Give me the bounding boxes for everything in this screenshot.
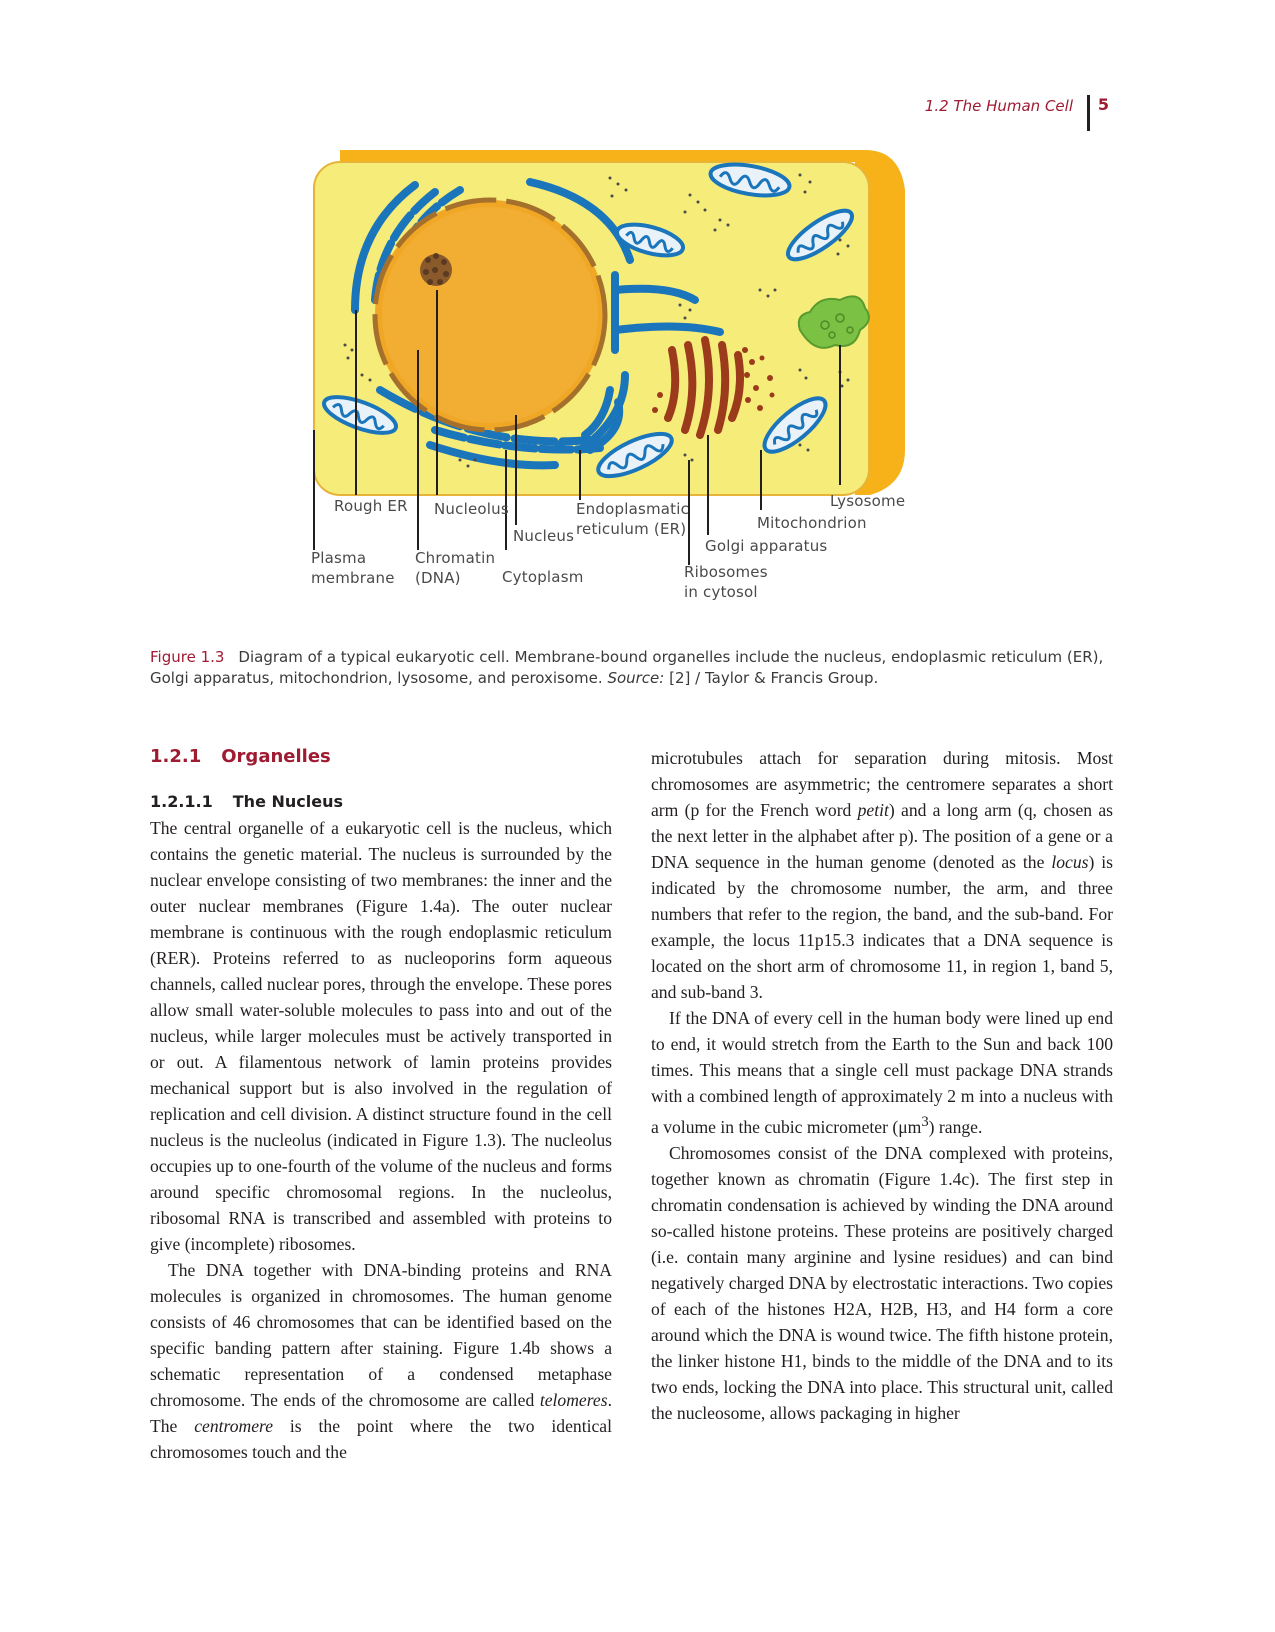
label-chromatin: Chromatin (DNA)	[415, 549, 496, 587]
label-plasma-membrane: Plasma membrane	[311, 549, 395, 587]
subsection-number: 1.2.1.1	[150, 792, 213, 811]
running-header	[924, 95, 1145, 131]
cell-diagram-figure	[300, 150, 980, 640]
figure-caption	[150, 647, 1130, 689]
text-column-right	[651, 745, 1113, 1426]
label-mitochondrion: Mitochondrion	[757, 514, 867, 532]
label-nucleolus: Nucleolus	[434, 500, 509, 518]
subsection-title: The Nucleus	[232, 792, 344, 811]
label-golgi-apparatus: Golgi apparatus	[705, 537, 828, 555]
label-endoplasmic-reticulum: Endoplasmatic reticulum (ER)	[576, 500, 690, 538]
figure-number: Figure 1.3	[150, 648, 225, 666]
page-number: 5	[1097, 95, 1109, 114]
section-number: 1.2.1	[150, 746, 202, 767]
text-column-left	[150, 745, 612, 1465]
label-nucleus: Nucleus	[513, 527, 575, 545]
label-rough-er: Rough ER	[334, 497, 408, 515]
label-ribosomes: Ribosomes in cytosol	[684, 563, 768, 601]
header-divider	[1087, 95, 1090, 131]
caption-source-text: [2] / Taylor & Francis Group.	[669, 669, 879, 687]
paragraph: Chromosomes consist of the DNA complexed with proteins, together known as chromatin (Figure 1.4c). The first step in chromatin condensation is achieved by winding the DNA around so-called histone proteins. These proteins are positively charged (i.e. contain many arginine and lysine residues) and can bind negatively charged DNA by electrostatic interactions. Two copies of each of the histones H2A, H2B, H3, and H4 form a core around which the DNA is wound twice. The fifth histone protein, the linker histone H1, binds to the middle of the DNA and to its two ends, locking the DNA into place. This structural unit, called the nucleosome, allows packaging in higher	[651, 1142, 1113, 1423]
cell-diagram-illustration	[300, 150, 980, 640]
caption-text: Diagram of a typical eukaryotic cell. Membrane-bound organelles include the nucleus, endoplasmic reticulum (ER), Golgi apparatus, mitochondrion, lysosome, and peroxisome.	[150, 648, 1104, 687]
section-heading	[150, 745, 612, 769]
paragraph: The DNA together with DNA-binding proteins and RNA molecules is organized in chromosomes. The human genome consists of 46 chromosomes that can be identified based on the specific banding pattern after staining. Figure 1.4b shows a schematic representation of a condensed metaphase chromosome. The ends of the chromosome are called telomeres. The centromere is the point where the two identical chromosomes touch and the	[150, 1260, 612, 1462]
section-title: Organelles	[221, 746, 331, 767]
running-title: 1.2 The Human Cell	[924, 97, 1073, 115]
paragraph: microtubules attach for separation during mitosis. Most chromosomes are asymmetric; the centromere separates a short arm (p for the French word petit) and a long arm (q, chosen as the next letter in the alphabet after p). The position of a gene or a DNA sequence in the human genome (denoted as the locus) is indicated by the chromosome number, the arm, and three numbers that refer to the region, the band, and the sub-band. For example, the locus 11p15.3 indicates that a DNA sequence is located on the short arm of chromosome 11, in region 1, band 5, and sub-band 3.	[651, 748, 1113, 1002]
paragraph: The central organelle of a eukaryotic cell is the nucleus, which contains the genetic material. The nucleus is surrounded by the nuclear envelope consisting of two membranes: the inner and the outer nuclear membranes (Figure 1.4a). The outer nuclear membrane is continuous with the rough endoplasmic reticulum (RER). Proteins referred to as nucleoporins form aqueous channels, called nuclear pores, through the envelope. These pores allow small water-soluble molecules to pass into and out of the nucleus, while larger molecules must be actively transported in or out. A filamentous network of lamin proteins provides mechanical support but is also involved in the regulation of replication and cell division. A distinct structure found in the cell nucleus is the nucleolus (indicated in Figure 1.3). The nucleolus occupies up to one-fourth of the volume of the nucleus and forms around specific chromosomal regions. In the nucleolus, ribosomal RNA is transcribed and assembled with proteins to give (incomplete) ribosomes.	[150, 818, 612, 1254]
label-lysosome: Lysosome	[830, 492, 906, 510]
subsection-heading	[150, 789, 612, 815]
paragraph: If the DNA of every cell in the human body were lined up end to end, it would stretch from the Earth to the Sun and back 100 times. This means that a single cell must package DNA strands with a combined length of approximately 2 m into a nucleus with a volume in the cubic micrometer $(\mu m^3)$ range.	[651, 1008, 1113, 1137]
label-cytoplasm: Cytoplasm	[502, 568, 584, 586]
caption-source-label: Source:	[607, 669, 665, 687]
